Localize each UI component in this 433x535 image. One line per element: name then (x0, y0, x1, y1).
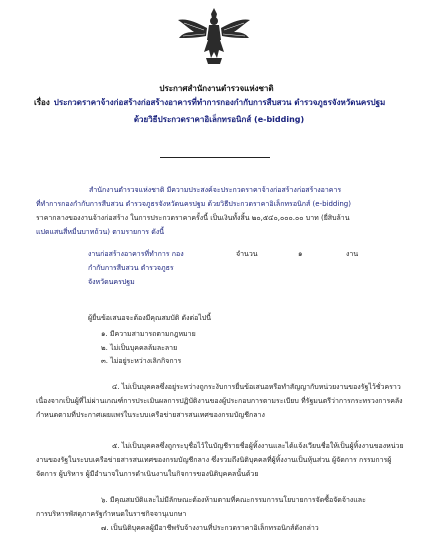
intro-line-1: สำนักงานตำรวจแห่งชาติ มีความประสงค์จะประกวดราคาจ้างก่อสร้างก่อสร้างอาคาร (89, 186, 342, 194)
divider-rule (160, 157, 270, 158)
work-item-line-1: งานก่อสร้างอาคารที่ทำการ กอง (88, 250, 184, 258)
requirement-item-6-line-1: ๖. มีคุณสมบัติและไม่มีลักษณะต้องห้ามตามที่คณะกรรมการนโยบายการจัดซื้อจัดจ้างและ (101, 496, 366, 504)
intro-line-4: แปดแสนสี่หมื่นบาทถ้วน) ตามรายการ ดังนี้ (36, 228, 165, 236)
subject-line-1: ประกวดราคาจ้างก่อสร้างก่อสร้างอาคารที่ทำการกองกำกับการสืบสวน ตำรวจภูธรจังหวัดนครปฐม (53, 98, 386, 107)
work-item-line-2: กำกับการสืบสวน ตำรวจภูธร (88, 264, 174, 272)
quantity-value: ๑ (298, 250, 303, 258)
requirement-item-4: ๔. ไม่เป็นบุคคลซึ่งอยู่ระหว่างถูกระงับการยื่นข้อเสนอหรือทำสัญญากับหน่วยงานของรัฐไว้ชั่วคราว เนื่องจากเป็นผู้ที่ไม่ผ่านเกณฑ์การประเมินผลการปฏิบัติงานของผู้ประกอบการตามระเบียบ ที่รัฐมนตรีว่าการกระทรวงการคลังกำหนดตามที่ประกาศเผยแพร่ในระบบเครือข่ายสารสนเทศของกรมบัญชีกลาง (36, 383, 403, 419)
requirement-item-7: ๗. เป็นนิติบุคคลผู้มีอาชีพรับจ้างงานที่ประกวดราคาอิเล็กทรอนิกส์ดังกล่าว (101, 524, 319, 532)
subject-block (34, 96, 404, 126)
quantity-label: จำนวน (236, 250, 258, 258)
requirements-heading: ผู้ยื่นข้อเสนอจะต้องมีคุณสมบัติ ดังต่อไปนี้ (88, 314, 212, 322)
subject-label: เรื่อง (34, 98, 50, 107)
intro-line-3: ราคากลางของงานจ้างก่อสร้าง ในการประกวดราคาครั้งนี้ เป็นเงินทั้งสิ้น ๒๐,๕๔๐,๐๐๐.๐๐ บาท (ยี่สิบล้าน (36, 214, 350, 222)
subject-line-2: ด้วยวิธีประกวดราคาอิเล็กทรอนิกส์ (e-bidding) (133, 115, 305, 124)
quantity-unit: งาน (346, 250, 359, 258)
garuda-emblem-icon (176, 6, 252, 68)
requirement-item-1: ๑. มีความสามารถตามกฎหมาย (101, 330, 196, 338)
requirement-item-2: ๒. ไม่เป็นบุคคลล้มละลาย (101, 343, 178, 352)
requirements-list (101, 328, 196, 369)
intro-paragraph (36, 183, 411, 239)
requirement-item-5: ๕. ไม่เป็นบุคคลซึ่งถูกระบุชื่อไว้ในบัญชีรายชื่อผู้ทิ้งงานและได้แจ้งเวียนชื่อให้เป็นผู้ทิ้งงานของหน่วยงานของรัฐในระบบเครือข่ายสารสนเทศของกรมบัญชีกลาง ซึ่งรวมถึงนิติบุคคลที่ผู้ทิ้งงานเป็นหุ้นส่วน ผู้จัดการ กรรมการผู้จัดการ ผู้บริหาร ผู้มีอำนาจในการดำเนินงานในกิจการของนิติบุคคลนั้นด้วย (36, 442, 404, 478)
requirement-item-3: ๓. ไม่อยู่ระหว่างเลิกกิจการ (101, 357, 182, 365)
requirement-item-6-line-2: การบริหารพัสดุภาครัฐกำหนดในราชกิจจานุเบกษา (36, 510, 187, 518)
work-item-line-3: จังหวัดนครปฐม (88, 278, 135, 286)
announcement-title: ประกาศสำนักงานตำรวจแห่งชาติ (159, 84, 274, 93)
work-item (88, 247, 388, 289)
intro-line-2: ที่ทำการกองกำกับการสืบสวน ตำรวจภูธรจังหวัดนครปฐม ด้วยวิธีประกวดราคาอิเล็กทรอนิกส์ (e-bidding) (36, 200, 351, 208)
requirement-item-6 (36, 493, 411, 521)
